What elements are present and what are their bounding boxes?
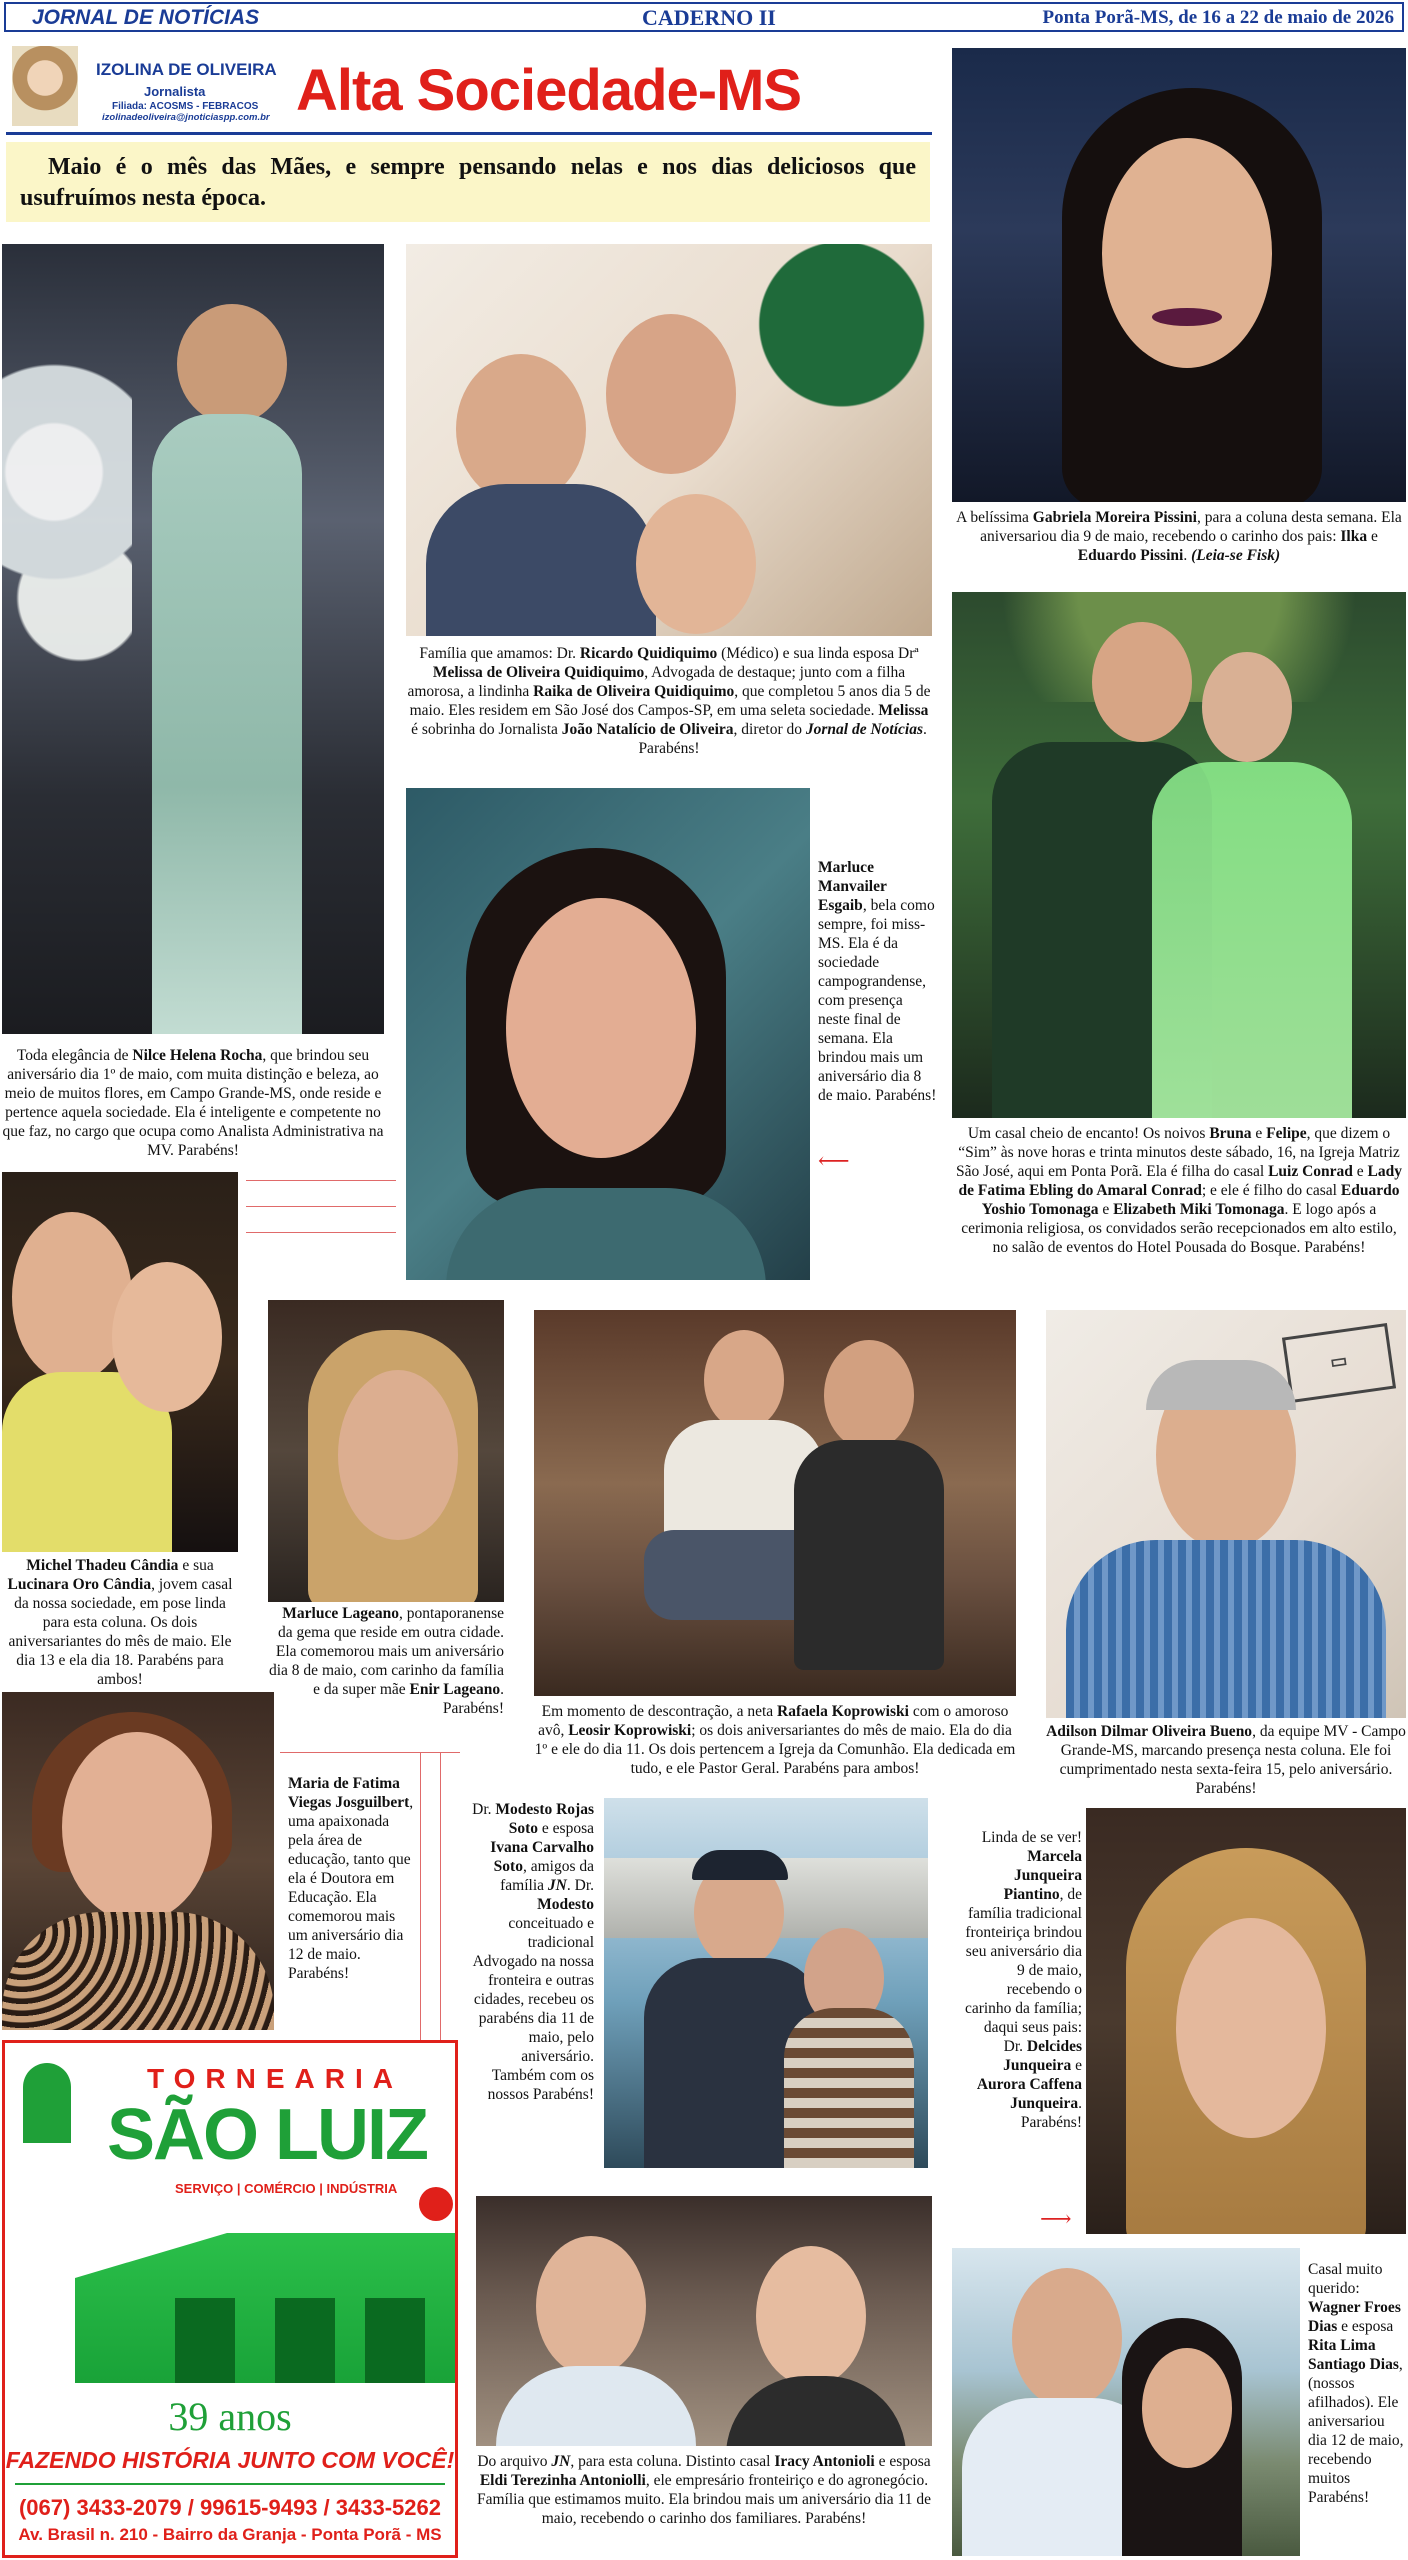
photo-modesto xyxy=(604,1798,928,2168)
ad-top: TORNEARIA xyxy=(147,2063,403,2094)
photo-michel xyxy=(2,1172,238,1552)
caption-gabriela: A belíssima Gabriela Moreira Pissini, para a coluna desta semana. Ela aniversariou dia 9 de maio, recebendo o carinho dos pais: Ilka e Eduardo Pissini. (Leia-se Fisk) xyxy=(956,509,1402,564)
caption-marluce-manvailer: Marluce Manvailer Esgaib, bela como sempre, foi miss-MS. Ela é da sociedade campograndense, com presença neste final de semana. Ela brindou mais um aniversário dia 8 de maio. Parabéns! xyxy=(818,859,937,1104)
divider-rule xyxy=(246,1206,396,1207)
photo-rafaela xyxy=(534,1310,1016,1696)
photo-gabriela xyxy=(952,48,1406,502)
ad-services: SERVIÇO | COMÉRCIO | INDÚSTRIA xyxy=(175,2181,398,2196)
caption-wagner: Casal muito querido: Wagner Froes Dias e esposa Rita Lima Santiago Dias, (nossos afilhados). Ele aniversariou dia 12 de maio, recebendo muitos Parabéns! xyxy=(1308,2261,1404,2506)
ad-brand: SÃO LUIZ xyxy=(107,2095,427,2175)
ad-slogan: FAZENDO HISTÓRIA JUNTO COM VOCÊ! xyxy=(5,2447,455,2473)
divider-rule xyxy=(280,1752,460,1753)
caption-modesto: Dr. Modesto Rojas Soto e esposa Ivana Carvalho Soto, amigos da família JN. Dr. Modesto conceituado e tradicional Advogado na nossa fronteira e outras cidades, recebeu os parabéns dia 11 de maio, pelo aniversário. Também com os nossos Parabéns! xyxy=(472,1801,594,2103)
caption-adilson: Adilson Dilmar Oliveira Bueno, da equipe MV - Campo Grande-MS, marcando presença nesta coluna. Ele foi cumprimentado nesta sexta-feira 15, pelo aniversário. Parabéns! xyxy=(1046,1723,1406,1797)
columnist-affiliation: Filiada: ACOSMS - FEBRACOS xyxy=(112,101,259,112)
arrow-left-icon: ⟵ xyxy=(818,1148,850,1173)
photo-familia xyxy=(406,244,932,636)
columnist-role: Jornalista xyxy=(144,84,206,99)
photo-marcela xyxy=(1086,1808,1406,2234)
caption-marluce-lageano: Marluce Lageano, pontaporanense da gema que reside em outra cidade. Ela comemorou mais um aniversário dia 8 de maio, com carinho da família e da super mãe Enir Lageano. Parabéns! xyxy=(269,1605,504,1717)
photo-marluce-lageano xyxy=(268,1300,504,1602)
photo-maria xyxy=(2,1692,274,2030)
photo-adilson xyxy=(1046,1310,1406,1718)
caption-iracy: Do arquivo JN, para esta coluna. Distinto casal Iracy Antonioli e esposa Eldi Terezinha Antoniolli, ele empresário fronteiriço e do agronegócio. Família que estimamos muito. Ela brindou mais um aniversário dia 11 de maio, recebendo o carinho dos familiares. Parabéns! xyxy=(476,2453,931,2527)
divider-rule xyxy=(246,1232,396,1233)
photo-wagner xyxy=(952,2248,1300,2556)
photo-marluce-manvailer xyxy=(406,788,810,1280)
column-title: Alta Sociedade-MS xyxy=(296,58,802,123)
header-bar xyxy=(4,2,1404,32)
caption-familia: Família que amamos: Dr. Ricardo Quidiquimo (Médico) e sua linda esposa Drª Melissa de Oliveira Quidiquimo, Advogada de destaque; junto com a filha amorosa, a lindinha Raika de Oliveira Quidiquimo, que completou 5 anos dia 5 de maio. Eles residem em São José dos Campos-SP, em uma seleta sociedade. Melissa é sobrinha do Jornalista João Natalício de Oliveira, diretor do Jornal de Notícias. Parabéns! xyxy=(407,645,931,757)
paper-name: JORNAL DE NOTÍCIAS xyxy=(32,6,260,29)
arrow-right-icon: ⟶ xyxy=(1040,2206,1072,2231)
intro-box xyxy=(6,142,930,222)
caption-rafaela: Em momento de descontração, a neta Rafaela Koprowiski com o amoroso avô, Leosir Koprowiski; os dois aniversariantes do mês de maio. Ela do dia 1º e ele do dia 11. Os dois pertencem a Igreja da Comunhão. Ela dedicada em tudo, e ele Pastor Geral. Parabéns para ambos! xyxy=(534,1703,1016,1777)
columnist-name: IZOLINA DE OLIVEIRA xyxy=(96,60,277,79)
caption-bruna-felipe: Um casal cheio de encanto! Os noivos Bruna e Felipe, que dizem o “Sim” às nove horas e trinta minutos deste sábado, 16, na Igreja Matriz São José, aqui em Ponta Porã. Ela é filha do casal Luiz Conrad e Lady de Fatima Ebling do Amaral Conrad; e ele é filho do casal Eduardo Yoshio Tomonaga e Elizabeth Miki Tomonaga. E logo após a cerimonia religiosa, os convidados serão recepcionados em alto estilo, no salão de eventos do Hotel Pousada do Bosque. Parabéns! xyxy=(955,1125,1403,1256)
section-name: CADERNO II xyxy=(642,5,776,30)
caption-nilce: Toda elegância de Nilce Helena Rocha, que brindou seu aniversário dia 1º de maio, com muita distinção e beleza, ao meio de muitos flores, em Campo Grande-MS, onde reside e pertence aquela sociedade. Ela é inteligente e competente no que faz, no cargo que ocupa como Analista Administrativa na MV. Parabéns! xyxy=(2,1047,384,1159)
ad-seal-icon xyxy=(419,2187,453,2221)
intro-text: Maio é o mês das Mães, e sempre pensando nelas e nos dias deliciosos que usufruímos nesta época. xyxy=(20,154,916,211)
photo-bruna-felipe xyxy=(952,592,1406,1118)
divider-rule xyxy=(440,1752,441,2052)
news-sign-icon: ▭ xyxy=(1282,1323,1396,1403)
photo-nilce xyxy=(2,244,384,1034)
title-underline xyxy=(6,132,932,135)
dateline: Ponta Porã-MS, de 16 a 22 de maio de 2026 xyxy=(1042,7,1394,28)
columnist-avatar xyxy=(12,46,78,126)
divider-rule xyxy=(420,1752,421,2052)
ad-phones[interactable]: (067) 3433-2079 / 99615-9493 / 3433-5262 xyxy=(18,2495,441,2520)
ad-tornearia[interactable] xyxy=(2,2040,458,2558)
caption-maria: Maria de Fatima Viegas Josguilbert, uma apaixonada pela área de educação, tanto que ela é Doutora em Educação. Ela comemorou mais um aniversário dia 12 de maio. Parabéns! xyxy=(288,1775,414,1982)
ad-years: 39 anos xyxy=(168,2394,292,2439)
columnist-email: izolinadeoliveira@jnoticiaspp.com.br xyxy=(102,112,270,123)
divider-rule xyxy=(246,1180,396,1181)
caption-marcela: Linda de se ver! Marcela Junqueira Piantino, de família tradicional fronteiriça brindou seu aniversário dia 9 de maio, recebendo o carinho da família; daqui seus pais: Dr. Delcides Junqueira e Aurora Caffena Junqueira. Parabéns! xyxy=(964,1829,1082,2131)
photo-iracy xyxy=(476,2196,932,2446)
ad-logo-icon xyxy=(23,2063,71,2143)
ad-address: Av. Brasil n. 210 - Bairro da Granja - Ponta Porã - MS xyxy=(18,2525,442,2544)
caption-michel: Michel Thadeu Cândia e sua Lucinara Oro Cândia, jovem casal da nossa sociedade, em pose linda para esta coluna. Os dois aniversariantes do mês de maio. Ele dia 13 e ela dia 18. Parabéns para ambos! xyxy=(7,1557,233,1688)
